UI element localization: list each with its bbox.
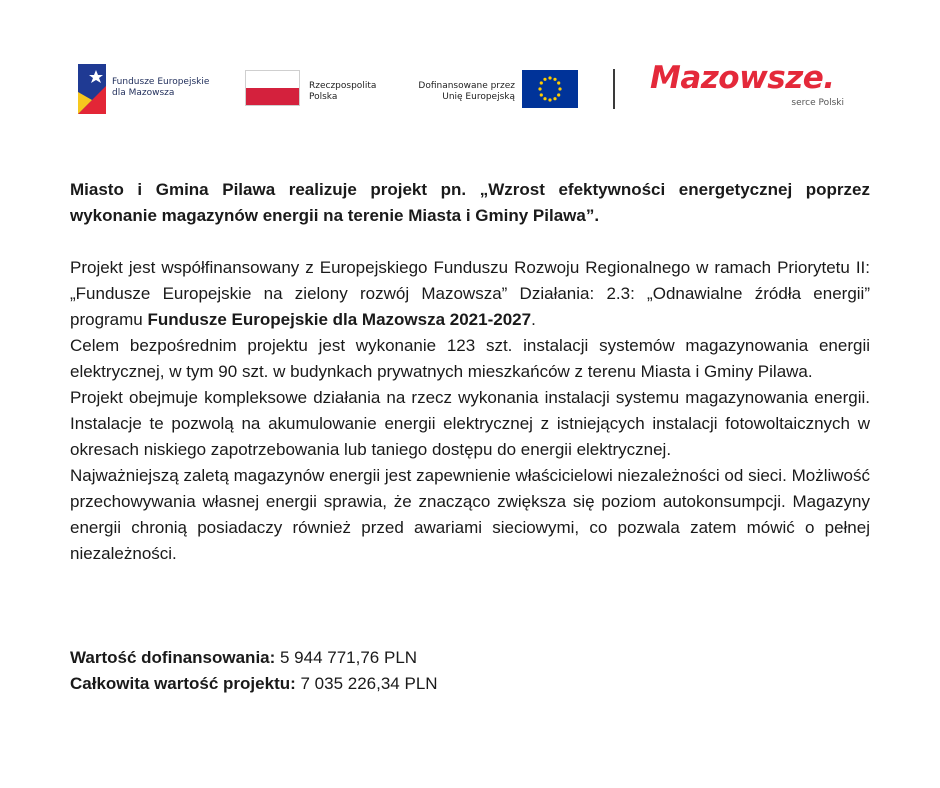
eu-logo-line2: Unię Europejską: [442, 92, 515, 102]
cofinancing-value: 5 944 771,76 PLN: [275, 648, 418, 667]
total-value-line: [70, 671, 438, 697]
funding-text-before: Projekt jest współfinansowany z Europejskiego Funduszu Rozwoju Regionalnego w ramach Priorytetu II: „Fundusze Europejskie na zielony rozwój Mazowsza” Działania: 2.3: „Odnawialne źródła energii” programu: [70, 258, 870, 329]
fe-star-icon: [78, 64, 106, 114]
funding-paragraph: [70, 255, 870, 333]
cofinancing-value-line: [70, 645, 438, 671]
eu-cofinancing-logo: [407, 70, 578, 110]
eu-flag-icon: [522, 70, 578, 108]
logo-divider: [613, 69, 615, 109]
fundusze-europejskie-logo: [78, 64, 228, 114]
goal-paragraph: Celem bezpośrednim projektu jest wykonanie 123 szt. instalacji systemów magazynowania energii elektrycznej, w tym 90 szt. w budynkach prywatnych mieszkańców z terenu Miasta i Gminy Pilawa.: [70, 336, 870, 381]
project-amounts: [70, 645, 438, 697]
rzeczpospolita-logo: [245, 70, 395, 110]
logo-strip: [78, 62, 860, 114]
eu-logo-line1: Dofinansowane przez: [418, 81, 515, 91]
funding-text-after: .: [531, 310, 536, 329]
mazowsze-logo: [650, 62, 862, 114]
mazowsze-wordmark: Mazowsze.: [650, 60, 835, 96]
rp-logo-text: [309, 81, 376, 103]
fe-logo-line2: dla Mazowsza: [112, 88, 175, 98]
cofinancing-label: Wartość dofinansowania:: [70, 648, 276, 667]
benefits-paragraph: Najważniejszą zaletą magazynów energii jest zapewnienie właścicielowi niezależności od sieci. Możliwość przechowywania własnej energii sprawia, że znacząco zwiększa się poziom autokonsumpcji. Magazyny energii chronią posiadaczy również przed awariami sieciowymi, co pozwala zatem mówić o pełnej niezależności.: [70, 466, 870, 563]
scope-paragraph: Projekt obejmuje kompleksowe działania na rzecz wykonania instalacji systemu magazynowania energii. Instalacje te pozwolą na akumulowanie energii elektrycznej z istniejących instalacji fotowoltaicznych w okresach niskiego zapotrzebowania lub taniego dostępu do energii elektrycznej.: [70, 388, 870, 459]
project-title: Miasto i Gmina Pilawa realizuje projekt pn. „Wzrost efektywności energetycznej poprzez wykonanie magazynów energii na terenie Miasta i Gminy Pilawa”.: [70, 180, 870, 225]
eu-logo-text: [418, 81, 515, 103]
mazowsze-tagline: serce Polski: [791, 98, 844, 108]
total-value: 7 035 226,34 PLN: [295, 674, 438, 693]
rp-logo-line2: Polska: [309, 92, 338, 102]
polish-flag-icon: [245, 70, 300, 106]
program-name: Fundusze Europejskie dla Mazowsza 2021-2027: [147, 310, 532, 329]
total-label: Całkowita wartość projektu:: [70, 674, 296, 693]
announcement-body: [70, 177, 870, 567]
rp-logo-line1: Rzeczpospolita: [309, 81, 377, 91]
fe-logo-text: [112, 77, 209, 99]
fe-logo-line1: Fundusze Europejskie: [112, 77, 210, 87]
